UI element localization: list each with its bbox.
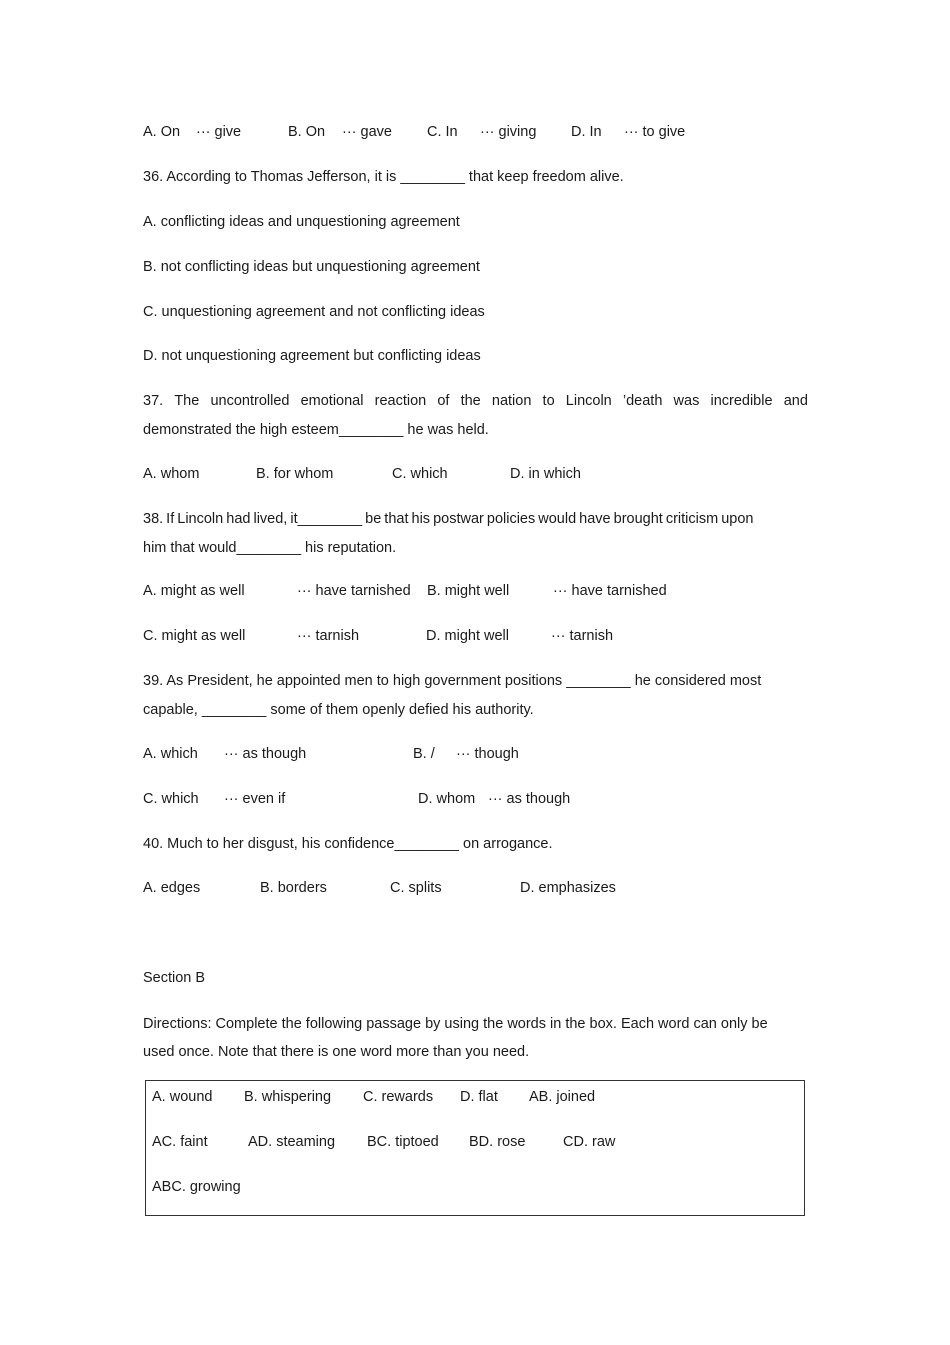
q37-word: 37.	[143, 393, 164, 409]
q40-option-d: D. emphasizes	[520, 880, 616, 896]
word-box-item: BD. rose	[469, 1134, 526, 1150]
section-b-directions-line2: used once. Note that there is one word more than you need.	[143, 1044, 530, 1060]
q37-word: The	[174, 393, 200, 409]
q38-stem-line1: 38. If Lincoln had lived, it________ be that his postwar policies would have brought criticism upon	[143, 511, 754, 527]
section-b-directions-line1: Directions: Complete the following passage by using the words in the box. Each word can only be	[143, 1016, 768, 1032]
q37-word: emotional	[300, 393, 364, 409]
q40-option-b: B. borders	[260, 880, 327, 896]
q36-stem: 36. According to Thomas Jefferson, it is ________ that keep freedom alive.	[143, 169, 624, 185]
word-box-item: B. whispering	[244, 1089, 332, 1105]
word-box-item: AB. joined	[529, 1089, 596, 1105]
section-b-title: Section B	[143, 970, 206, 986]
word-box-item: BC. tiptoed	[367, 1134, 439, 1150]
word-box-item: C. rewards	[363, 1089, 434, 1105]
q37-word: incredible	[710, 393, 773, 409]
word-box-item: D. flat	[460, 1089, 498, 1105]
q37-stem-line1	[143, 392, 808, 410]
q39-option-d-answer: ··· as though	[488, 791, 571, 807]
q35-option-a-answer: ··· give	[196, 124, 242, 140]
word-box-item: AC. faint	[152, 1134, 208, 1150]
q39-option-d: D. whom	[418, 791, 476, 807]
q35-option-c-answer: ··· giving	[480, 124, 537, 140]
q38-option-a: A. might as well	[143, 583, 245, 599]
q37-word: of	[437, 393, 450, 409]
word-box-item: CD. raw	[563, 1134, 616, 1150]
q40-option-a: A. edges	[143, 880, 201, 896]
word-box-item: A. wound	[152, 1089, 213, 1105]
q35-option-d: D. In	[571, 124, 602, 140]
q39-option-a: A. which	[143, 746, 198, 762]
q35-option-b-answer: ··· gave	[342, 124, 392, 140]
q37-word: Lincoln	[565, 393, 612, 409]
q38-option-c: C. might as well	[143, 628, 246, 644]
q37-word: to	[542, 393, 555, 409]
q37-option-b: B. for whom	[256, 466, 334, 482]
q40-option-c: C. splits	[390, 880, 442, 896]
q35-option-a: A. On	[143, 124, 181, 140]
q39-option-b: B. /	[413, 746, 435, 762]
q39-stem-line1: 39. As President, he appointed men to high government positions ________ he considered most	[143, 673, 762, 689]
q36-option-c: C. unquestioning agreement and not conflicting ideas	[143, 304, 485, 320]
q40-stem: 40. Much to her disgust, his confidence________ on arrogance.	[143, 836, 553, 852]
q37-option-a: A. whom	[143, 466, 200, 482]
q38-option-b-answer: ··· have tarnished	[553, 583, 667, 599]
q38-option-b: B. might well	[427, 583, 510, 599]
q38-option-d: D. might well	[426, 628, 509, 644]
q36-option-d: D. not unquestioning agreement but conflicting ideas	[143, 348, 481, 364]
q38-option-c-answer: ··· tarnish	[297, 628, 360, 644]
q39-option-c-answer: ··· even if	[224, 791, 286, 807]
q38-stem-line2: him that would________ his reputation.	[143, 540, 397, 556]
q39-option-b-answer: ··· though	[456, 746, 519, 762]
q36-option-b: B. not conflicting ideas but unquestioning agreement	[143, 259, 480, 275]
q37-word: ’death	[622, 393, 663, 409]
q37-word: reaction	[374, 393, 427, 409]
q37-word: and	[783, 393, 808, 409]
q37-word: uncontrolled	[210, 393, 290, 409]
q35-option-d-answer: ··· to give	[624, 124, 686, 140]
q39-option-c: C. which	[143, 791, 199, 807]
q35-option-c: C. In	[427, 124, 458, 140]
q37-option-c: C. which	[392, 466, 448, 482]
q35-option-b: B. On	[288, 124, 326, 140]
q38-option-d-answer: ··· tarnish	[551, 628, 614, 644]
word-box-item: AD. steaming	[248, 1134, 336, 1150]
q37-option-d: D. in which	[510, 466, 581, 482]
q37-word: was	[673, 393, 700, 409]
q37-word: the	[460, 393, 481, 409]
q36-option-a: A. conflicting ideas and unquestioning agreement	[143, 214, 460, 230]
q37-stem-line2: demonstrated the high esteem________ he was held.	[143, 422, 489, 438]
word-box-item: ABC. growing	[152, 1179, 241, 1195]
q37-word: nation	[491, 393, 532, 409]
q39-option-a-answer: ··· as though	[224, 746, 307, 762]
q38-option-a-answer: ··· have tarnished	[297, 583, 411, 599]
q39-stem-line2: capable, ________ some of them openly defied his authority.	[143, 702, 534, 718]
